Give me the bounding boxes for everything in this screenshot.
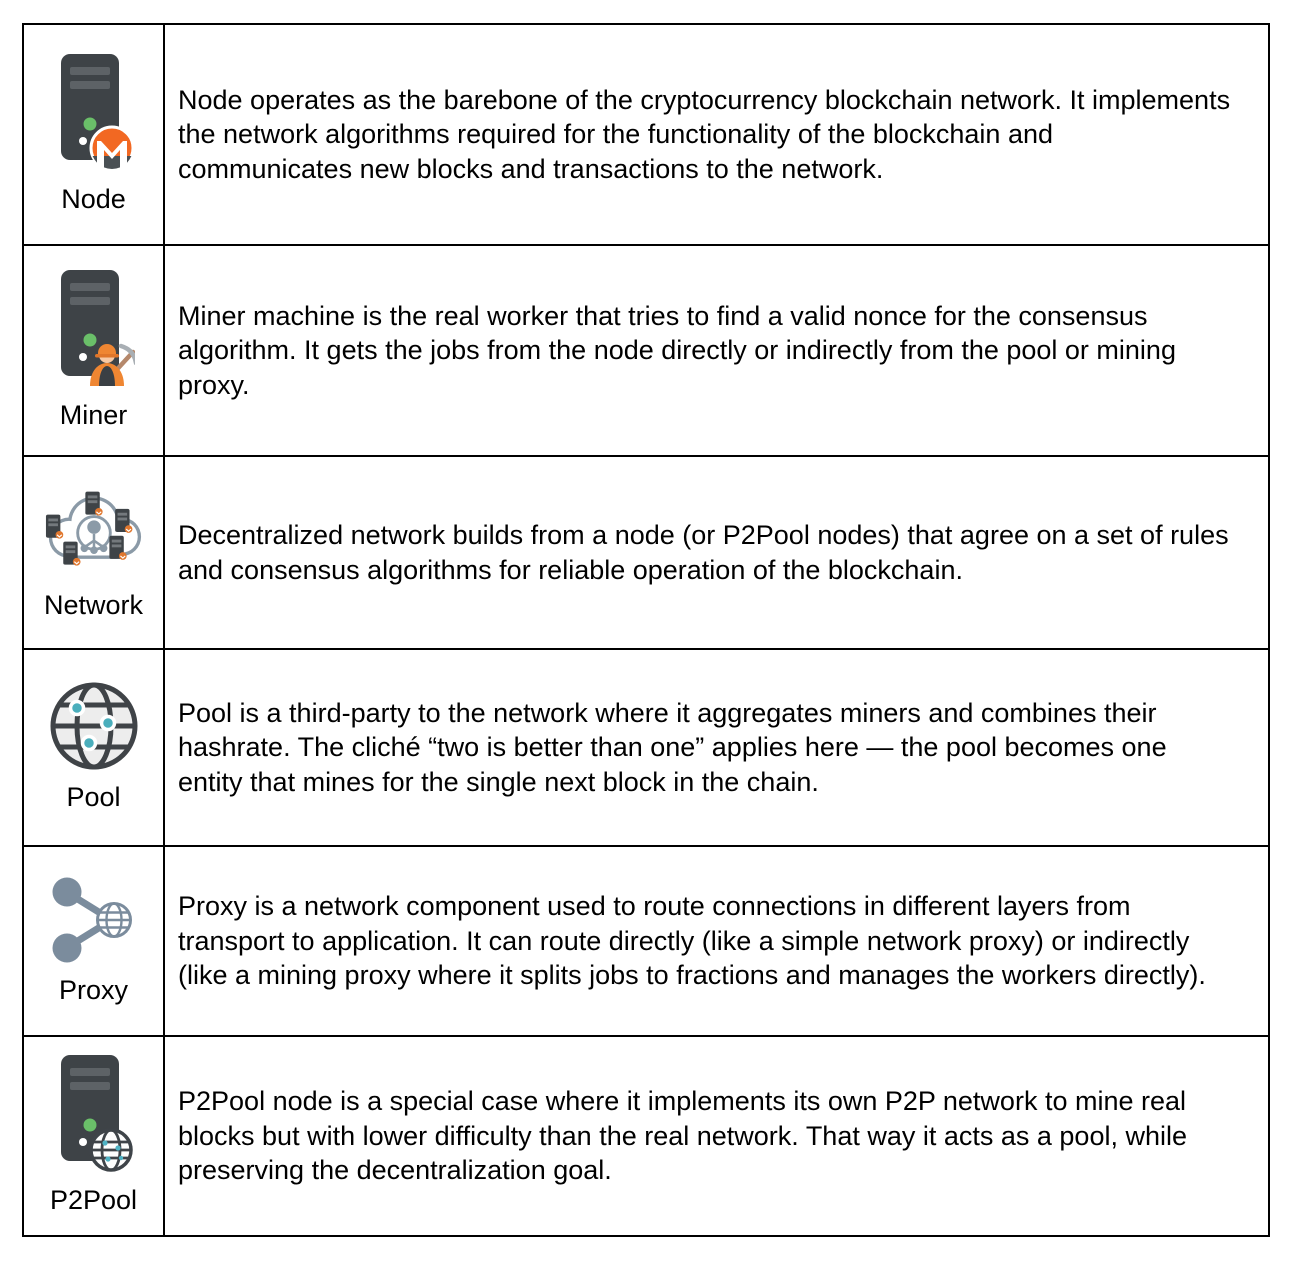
table-row-network — [24, 455, 1268, 648]
table-row-p2pool — [24, 1035, 1268, 1235]
table-row-node — [24, 25, 1268, 244]
monero-logo-icon — [91, 127, 133, 169]
proxy-label: Proxy — [58, 975, 129, 1005]
miner-description: Miner machine is the real worker that tries to find a valid nonce for the consensus algorithm. It gets the jobs from the node directly or indirectly from the pool or mining proxy. — [178, 300, 1176, 400]
miner-icon-cell — [24, 246, 165, 455]
pool-description: Pool is a third-party to the network where it aggregates miners and combines their hashrate. The cliché “two is better than one” applies here — the pool becomes one entity that mines for the single next block in the chain. — [178, 697, 1167, 797]
p2pool-label: P2Pool — [49, 1185, 138, 1215]
node-icon-cell — [24, 25, 165, 244]
proxy-description: Proxy is a network component used to route connections in different layers from transport to application. It can route directly (like a simple network proxy) or indirectly (like a mining proxy where it splits jobs to fractions and manages the workers directly). — [178, 891, 1206, 991]
proxy-description-cell — [165, 847, 1268, 1035]
components-table — [22, 23, 1270, 1237]
pool-description-cell — [165, 650, 1268, 845]
proxy-share-globe-icon — [48, 873, 140, 965]
miner-description-cell — [165, 246, 1268, 455]
network-label: Network — [43, 589, 144, 620]
table-row-miner — [24, 244, 1268, 455]
pool-globe-icon — [48, 680, 140, 772]
node-server-monero-icon — [53, 52, 135, 174]
miner-label: Miner — [59, 399, 128, 430]
node-label: Node — [61, 183, 126, 214]
table-row-proxy — [24, 845, 1268, 1035]
p2pool-icon-cell — [24, 1037, 165, 1235]
p2pool-server-globe-icon — [53, 1053, 135, 1175]
hierarchy-icon — [77, 516, 110, 553]
network-description: Decentralized network builds from a node (or P2Pool nodes) that agree on a set of rules and consensus algorithms for reliable operation of the blockchain. — [178, 520, 1229, 585]
node-description-cell — [165, 25, 1268, 244]
network-description-cell — [165, 457, 1268, 648]
proxy-globe — [97, 904, 130, 937]
pool-icon-cell — [24, 650, 165, 845]
miner-server-worker-icon — [53, 268, 135, 390]
p2pool-description: P2Pool node is a special case where it implements its own P2P network to mine real blocks but with lower difficulty than the real network. That way it acts as a pool, while preserving the decentralization goal. — [178, 1086, 1187, 1186]
table-row-pool — [24, 648, 1268, 845]
network-cloud-icon — [30, 482, 158, 580]
p2p-globe — [91, 1130, 131, 1170]
p2pool-description-cell — [165, 1037, 1268, 1235]
pool-label: Pool — [66, 781, 121, 812]
network-icon-cell — [24, 457, 165, 648]
node-description: Node operates as the barebone of the cryptocurrency blockchain network. It implements the network algorithms required for the functionality of the blockchain and communicates new blocks and transactions to the network. — [178, 84, 1231, 184]
proxy-icon-cell — [24, 847, 165, 1035]
